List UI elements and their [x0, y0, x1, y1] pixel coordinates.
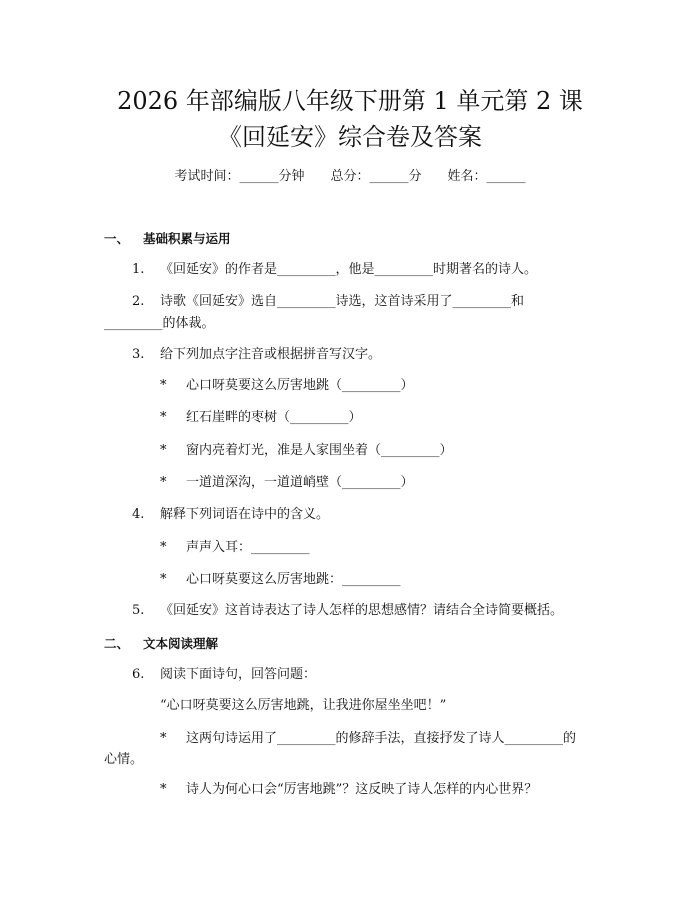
page-title-line2: 《回延安》综合卷及答案	[218, 123, 482, 151]
question-5-text: 《回延安》这首诗表达了诗人怎样的思想感情？请结合全诗简要概括。	[160, 603, 564, 618]
question-number: 2.	[132, 294, 145, 309]
bullet-icon: *	[160, 782, 167, 797]
question-number: 3.	[132, 347, 145, 362]
list-item: 心口呀莫要这么厉害地跳（_________）	[186, 378, 414, 393]
question-6-text: 阅读下面诗句，回答问题：	[160, 667, 317, 682]
list-item: 红石崖畔的枣树（_________）	[186, 410, 362, 425]
section-label: 二、	[104, 636, 130, 651]
question-4-text: 解释下列词语在诗中的含义。	[160, 507, 330, 522]
question-number: 5.	[132, 603, 145, 618]
section-title: 文本阅读理解	[143, 636, 219, 651]
exam-info	[0, 168, 700, 186]
bullet-icon: *	[160, 475, 167, 490]
bullet-icon: *	[160, 443, 167, 458]
bullet-icon: *	[160, 572, 167, 587]
section-title: 基础积累与运用	[143, 231, 231, 246]
question-2-text-cont: _________的体裁。	[104, 316, 215, 331]
list-item: 这两句诗运用了_________的修辞手法，直接抒发了诗人_________的	[186, 731, 577, 746]
list-item: 心口呀莫要这么厉害地跳：_________	[186, 572, 401, 587]
bullet-icon: *	[160, 731, 167, 746]
list-item: 窗内亮着灯光，准是人家围坐着（_________）	[186, 443, 453, 458]
question-2-text: 诗歌《回延安》选自_________诗选，这首诗采用了_________和	[160, 294, 525, 309]
list-item: 一道道深沟，一道道峭壁（_________）	[186, 475, 414, 490]
list-item-cont: 心情。	[104, 752, 144, 767]
list-item: 诗人为何心口会“厉害地跳”？这反映了诗人怎样的内心世界？	[186, 782, 538, 797]
question-number: 1.	[132, 262, 145, 277]
question-number: 4.	[132, 507, 145, 522]
section-heading-2	[104, 634, 218, 654]
total-score-field[interactable]: 总分：______分	[330, 169, 422, 184]
section-label: 一、	[104, 231, 130, 246]
question-number: 6.	[132, 667, 145, 682]
bullet-icon: *	[160, 410, 167, 425]
question-1-text: 《回延安》的作者是_________，他是_________时期著名的诗人。	[160, 262, 538, 277]
list-item: 声声入耳：_________	[186, 540, 310, 555]
bullet-icon: *	[160, 540, 167, 555]
student-name-field[interactable]: 姓名：______	[447, 169, 526, 184]
question-3-text: 给下列加点字注音或根据拼音写汉字。	[160, 347, 382, 362]
page-title-line1: 2026 年部编版八年级下册第 1 单元第 2 课	[117, 87, 583, 115]
exam-time-field[interactable]: 考试时间：______分钟	[174, 169, 305, 184]
bullet-icon: *	[160, 378, 167, 393]
section-heading-1	[104, 229, 231, 249]
poem-quote: “心口呀莫要这么厉害地跳，让我进你屋坐坐吧！”	[160, 698, 447, 713]
